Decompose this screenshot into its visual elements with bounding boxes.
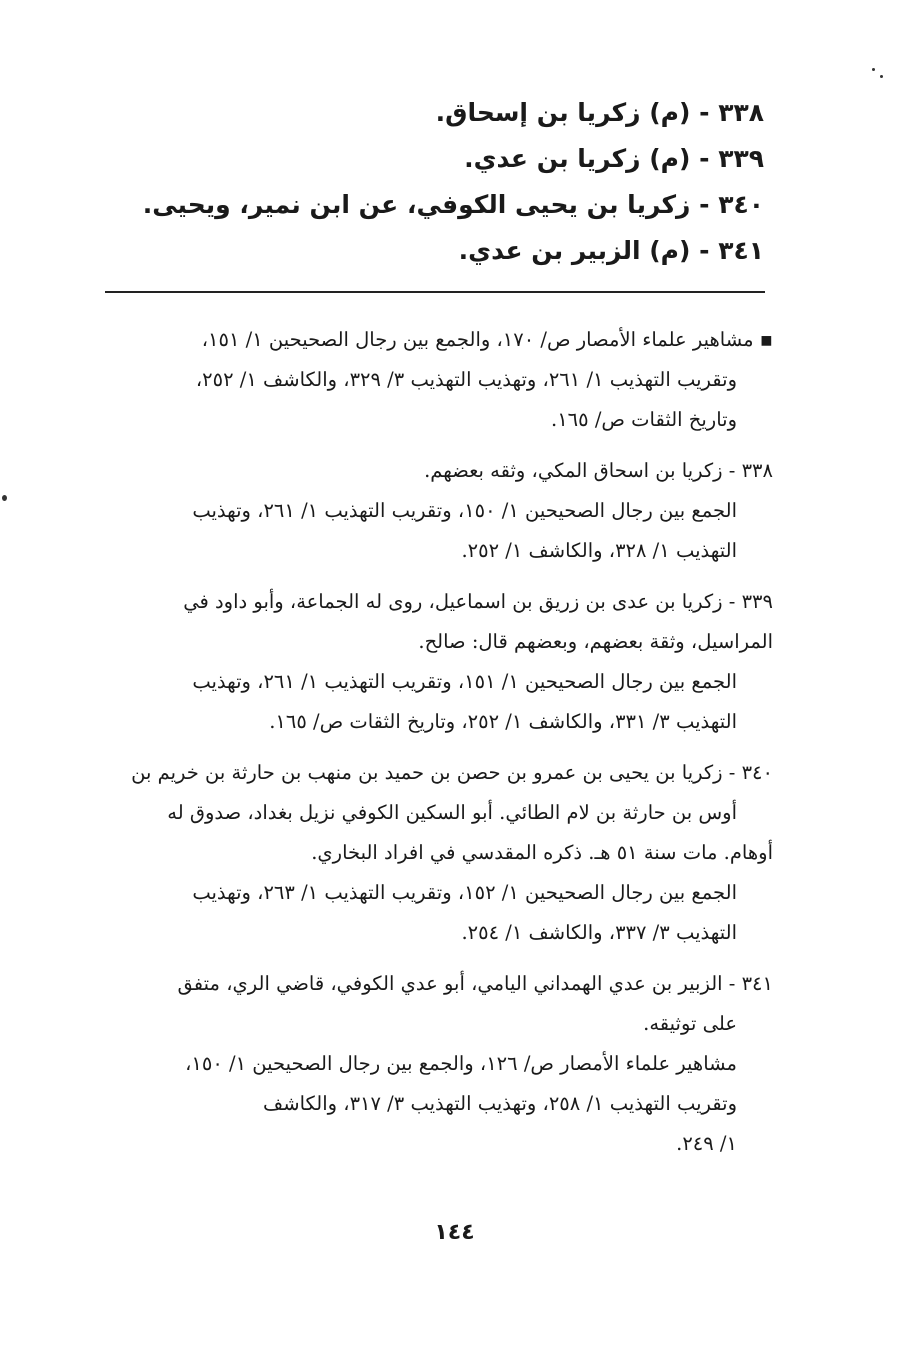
main-entry-338: ٣٣٨ - (م) زكريا بن إسحاق. [435,98,764,127]
note-line: مشاهير علماء الأمصار ص/ ١٢٦، والجمع بين رجال الصحيحين ١/ ١٥٠، [185,1052,737,1075]
footnote-339 [75,582,773,742]
note-line: ٣٣٨ - زكريا بن اسحاق المكي، وثقه بعضهم. [424,459,773,482]
note-line: الجمع بين رجال الصحيحين ١/ ١٥٠، وتقريب التهذيب ١/ ٢٦١، وتهذيب [192,499,737,522]
note-line: على توثيقه. [643,1012,737,1035]
note-line: أوهام. مات سنة ٥١ هـ. ذكره المقدسي في افراد البخاري. [311,841,773,864]
footnote-divider [105,291,765,293]
main-entries [142,90,764,274]
note-line: المراسيل، وثقة بعضهم، وبعضهم قال: صالح. [418,630,773,653]
footnote-general [75,320,773,440]
footnote-341 [75,964,773,1164]
note-line: وتقريب التهذيب ١/ ٢٦١، وتهذيب التهذيب ٣/ ٣٢٩، والكاشف ١/ ٢٥٢، [195,368,737,391]
main-entry-341: ٣٤١ - (م) الزبير بن عدي. [458,236,764,265]
note-line: التهذيب ٣/ ٣٣١، والكاشف ١/ ٢٥٢، وتاريخ الثقات ص/ ١٦٥. [269,710,737,733]
note-line: وتقريب التهذيب ١/ ٢٥٨، وتهذيب التهذيب ٣/ ٣١٧، والكاشف [263,1092,737,1115]
note-line: الجمع بين رجال الصحيحين ١/ ١٥١، وتقريب التهذيب ١/ ٢٦١، وتهذيب [192,670,737,693]
footnotes [75,320,773,1175]
note-line: وتاريخ الثقات ص/ ١٦٥. [551,408,737,431]
note-line: ▪ مشاهير علماء الأمصار ص/ ١٧٠، والجمع بين رجال الصحيحين ١/ ١٥١، [201,328,773,351]
note-line: التهذيب ١/ ٣٢٨، والكاشف ١/ ٢٥٢. [461,539,737,562]
main-entry-340: ٣٤٠ - زكريا بن يحيى الكوفي، عن ابن نمير، ويحيى. [142,190,764,219]
note-line: ٣٤١ - الزبير بن عدي الهمداني اليامي، أبو عدي الكوفي، قاضي الري، متفق [177,972,773,995]
scan-speck [2,495,7,501]
note-line: ٣٣٩ - زكريا بن عدى بن زريق بن اسماعيل، روى له الجماعة، وأبو داود في [183,590,773,613]
note-line: الجمع بين رجال الصحيحين ١/ ١٥٢، وتقريب التهذيب ١/ ٢٦٣، وتهذيب [192,881,737,904]
scan-speck [880,75,883,78]
note-line: أوس بن حارثة بن لام الطائي. أبو السكين الكوفي نزيل بغداد، صدوق له [167,801,737,824]
note-line: التهذيب ٣/ ٣٣٧، والكاشف ١/ ٢٥٤. [461,921,737,944]
scan-speck [872,68,875,71]
page-number: ١٤٤ [434,1220,475,1245]
main-entry-339: ٣٣٩ - (م) زكريا بن عدي. [464,144,764,173]
note-line: ١/ ٢٤٩. [676,1132,737,1155]
footnote-340 [75,753,773,953]
footnote-338 [75,451,773,571]
note-line: ٣٤٠ - زكريا بن يحيى بن عمرو بن حصن بن حميد بن منهب بن حارثة بن خريم بن [131,761,773,784]
